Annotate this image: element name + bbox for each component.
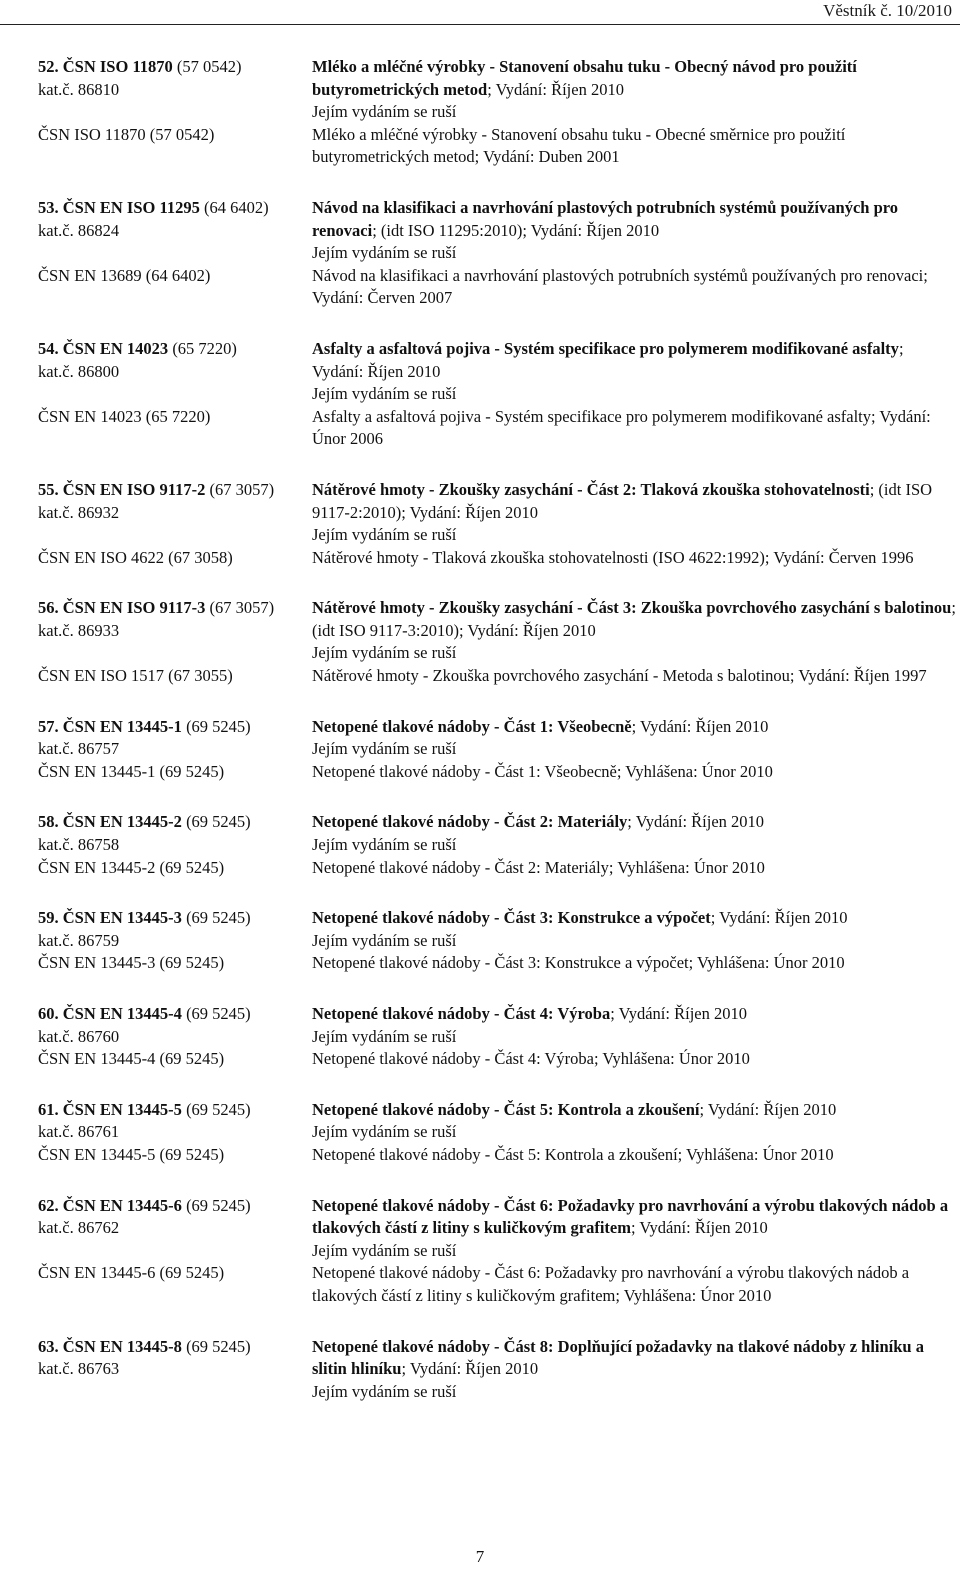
new-standard-class: (69 5245): [186, 908, 251, 928]
cancels-note: Jejím vydáním se ruší: [312, 643, 457, 663]
standard-code-cell: [38, 716, 312, 739]
standard-entry: [38, 811, 956, 879]
new-standard-issue: ; Vydání: Říjen 2010: [627, 812, 765, 832]
catalog-number: kat.č. 86761: [38, 1122, 120, 1142]
cancels-note: Jejím vydáním se ruší: [312, 835, 457, 855]
new-standard-issue: ; (idt ISO 9117-2:2010); Vydání: Říjen 2010: [312, 479, 933, 522]
entry-number: 58.: [38, 812, 59, 832]
new-standard-code: ČSN EN 13445-2: [62, 812, 182, 832]
standard-code-cell: [38, 1003, 312, 1026]
new-standard-description: [312, 1003, 956, 1026]
cancels-note: Jejím vydáním se ruší: [312, 525, 457, 545]
standards-list: [38, 56, 956, 1431]
old-standard-description: Netopené tlakové nádoby - Část 3: Konstrukce a výpočet; Vyhlášena: Únor 2010: [312, 953, 845, 973]
standard-entry: [38, 56, 956, 169]
new-standard-issue: ; Vydání: Říjen 2010: [699, 1099, 837, 1119]
new-standard-class: (69 5245): [186, 1004, 251, 1023]
new-standard-class: (67 3057): [209, 598, 275, 618]
entry-number: 52.: [38, 57, 59, 76]
standard-entry: [38, 1336, 956, 1404]
old-standard-description: Návod na klasifikaci a navrhování plastových potrubních systémů používaných pro renovaci; Vydání: Červen 2007: [312, 265, 928, 308]
header-rule: [0, 24, 960, 25]
new-standard-class: (69 5245): [186, 812, 251, 832]
new-standard-issue: ; Vydání: Říjen 2010: [487, 79, 624, 99]
entry-number: 59.: [38, 908, 59, 928]
old-standard-code: ČSN EN 14023 (65 7220): [38, 406, 211, 426]
new-standard-description: [312, 1195, 956, 1240]
old-standard-description: Nátěrové hmoty - Tlaková zkouška stohovatelnosti (ISO 4622:1992); Vydání: Červen 1996: [312, 547, 914, 567]
catalog-number: kat.č. 86932: [38, 502, 120, 522]
new-standard-issue: ; Vydání: Říjen 2010: [710, 908, 848, 928]
old-standard-code: ČSN EN ISO 4622 (67 3058): [38, 547, 233, 567]
old-standard-description: Netopené tlakové nádoby - Část 4: Výroba; Vyhlášena: Únor 2010: [312, 1049, 750, 1069]
catalog-number: kat.č. 86763: [38, 1359, 120, 1379]
new-standard-class: (57 0542): [176, 57, 242, 76]
new-standard-description: [312, 716, 956, 739]
new-standard-title: Netopené tlakové nádoby - Část 1: Všeobecně: [312, 716, 632, 736]
new-standard-description: [312, 811, 956, 834]
cancels-note: Jejím vydáním se ruší: [312, 1122, 457, 1142]
new-standard-code: ČSN EN 13445-4: [62, 1004, 182, 1023]
catalog-number: kat.č. 86824: [38, 220, 120, 240]
entry-number: 57.: [38, 716, 59, 736]
new-standard-class: (65 7220): [172, 338, 237, 358]
old-standard-description: Netopené tlakové nádoby - Část 1: Všeobecně; Vyhlášena: Únor 2010: [312, 761, 773, 781]
old-standard-code: ČSN EN 13445-4 (69 5245): [38, 1049, 225, 1069]
old-standard-code: ČSN EN 13445-5 (69 5245): [38, 1144, 225, 1164]
old-standard-description: Asfalty a asfaltová pojiva - Systém specifikace pro polymerem modifikované asfalty; Vydání: Únor 2006: [312, 406, 931, 449]
old-standard-code: ČSN ISO 11870 (57 0542): [38, 124, 215, 144]
new-standard-title: Návod na klasifikaci a navrhování plastových potrubních systémů používaných pro renovaci: [312, 197, 899, 240]
new-standard-description: [312, 197, 956, 242]
new-standard-class: (69 5245): [186, 1336, 251, 1356]
standard-entry: [38, 1099, 956, 1167]
cancels-note: Jejím vydáním se ruší: [312, 243, 457, 263]
new-standard-issue: ; (idt ISO 11295:2010); Vydání: Říjen 2010: [372, 220, 660, 240]
journal-header: Věstník č. 10/2010: [823, 1, 952, 20]
new-standard-code: ČSN EN ISO 11295: [62, 197, 200, 217]
catalog-number: kat.č. 86762: [38, 1218, 120, 1238]
new-standard-description: [312, 597, 956, 642]
standard-entry: [38, 479, 956, 569]
cancels-note: Jejím vydáním se ruší: [312, 930, 457, 950]
page-number: 7: [475, 1547, 485, 1566]
catalog-number: kat.č. 86757: [38, 739, 120, 759]
new-standard-description: [312, 479, 956, 524]
new-standard-title: Netopené tlakové nádoby - Část 4: Výroba: [312, 1004, 611, 1023]
old-standard-description: Nátěrové hmoty - Zkouška povrchového zasychání - Metoda s balotinou; Vydání: Říjen 1997: [312, 666, 927, 686]
new-standard-title: Netopené tlakové nádoby - Část 8: Doplňující požadavky na tlakové nádoby z hliníku a slitin hliníku: [312, 1336, 924, 1379]
catalog-number: kat.č. 86933: [38, 620, 120, 640]
new-standard-title: Netopené tlakové nádoby - Část 5: Kontrola a zkoušení: [312, 1099, 700, 1119]
new-standard-class: (69 5245): [186, 1195, 251, 1215]
new-standard-title: Asfalty a asfaltová pojiva - Systém specifikace pro polymerem modifikované asfalty: [312, 338, 899, 358]
catalog-number: kat.č. 86810: [38, 79, 120, 99]
new-standard-issue: ; Vydání: Říjen 2010: [401, 1359, 539, 1379]
old-standard-code: ČSN EN 13689 (64 6402): [38, 265, 211, 285]
cancels-note: Jejím vydáním se ruší: [312, 1381, 457, 1401]
new-standard-class: (69 5245): [186, 1099, 251, 1119]
new-standard-title: Nátěrové hmoty - Zkoušky zasychání - Část 3: Zkouška povrchového zasychání s balotinou: [312, 598, 952, 618]
new-standard-issue: ; Vydání: Říjen 2010: [610, 1004, 747, 1023]
old-standard-code: ČSN EN 13445-3 (69 5245): [38, 953, 225, 973]
new-standard-title: Nátěrové hmoty - Zkoušky zasychání - Část 2: Tlaková zkouška stohovatelnosti: [312, 479, 870, 499]
new-standard-description: [312, 1099, 956, 1122]
catalog-number: kat.č. 86760: [38, 1026, 120, 1046]
new-standard-code: ČSN EN 13445-5: [62, 1099, 182, 1119]
new-standard-issue: ; Vydání: Říjen 2010: [312, 338, 904, 381]
new-standard-code: ČSN EN ISO 9117-3: [62, 598, 206, 618]
new-standard-code: ČSN EN 13445-6: [62, 1195, 182, 1215]
cancels-note: Jejím vydáním se ruší: [312, 1240, 457, 1260]
catalog-number: kat.č. 86758: [38, 835, 120, 855]
entry-number: 60.: [38, 1004, 59, 1023]
old-standard-code: ČSN EN 13445-6 (69 5245): [38, 1263, 225, 1283]
cancels-note: Jejím vydáním se ruší: [312, 739, 457, 759]
old-standard-description: Netopené tlakové nádoby - Část 2: Materiály; Vyhlášena: Únor 2010: [312, 857, 765, 877]
new-standard-issue: ; Vydání: Říjen 2010: [631, 716, 769, 736]
standard-entry: [38, 597, 956, 687]
standard-entry: [38, 907, 956, 975]
entry-number: 56.: [38, 598, 59, 618]
standard-entry: [38, 1003, 956, 1071]
new-standard-class: (69 5245): [186, 716, 251, 736]
entry-number: 62.: [38, 1195, 59, 1215]
old-standard-description: Netopené tlakové nádoby - Část 6: Požadavky pro navrhování a výrobu tlakových nádob a tlakových částí z litiny s kuličkovým grafitem; Vyhlášena: Únor 2010: [312, 1263, 910, 1305]
entry-number: 53.: [38, 197, 59, 217]
old-standard-code: ČSN EN 13445-2 (69 5245): [38, 857, 225, 877]
new-standard-title: Netopené tlakové nádoby - Část 3: Konstrukce a výpočet: [312, 908, 711, 928]
standard-entry: [38, 716, 956, 784]
new-standard-title: Netopené tlakové nádoby - Část 6: Požadavky pro navrhování a výrobu tlakových nádob a tlakových částí z litiny s kuličkovým grafitem: [312, 1195, 949, 1238]
new-standard-code: ČSN EN ISO 9117-2: [62, 479, 206, 499]
catalog-number: kat.č. 86800: [38, 361, 120, 381]
cancels-note: Jejím vydáním se ruší: [312, 102, 457, 122]
new-standard-class: (64 6402): [203, 197, 269, 217]
new-standard-code: ČSN EN 13445-8: [62, 1336, 182, 1356]
new-standard-code: ČSN EN 13445-1: [62, 716, 182, 736]
standard-code-cell: [38, 1099, 312, 1122]
cancels-note: Jejím vydáním se ruší: [312, 384, 457, 404]
entry-number: 55.: [38, 479, 59, 499]
entry-number: 63.: [38, 1336, 59, 1356]
standard-entry: [38, 338, 956, 451]
standard-entry: [38, 197, 956, 310]
new-standard-issue: ; (idt ISO 9117-3:2010); Vydání: Říjen 2010: [312, 598, 956, 640]
standard-entry: [38, 1195, 956, 1308]
old-standard-code: ČSN EN ISO 1517 (67 3055): [38, 666, 233, 686]
new-standard-description: [312, 56, 956, 101]
catalog-number: kat.č. 86759: [38, 930, 120, 950]
cancels-note: Jejím vydáním se ruší: [312, 1026, 457, 1046]
new-standard-code: ČSN EN 13445-3: [62, 908, 182, 928]
new-standard-title: Netopené tlakové nádoby - Část 2: Materiály: [312, 812, 628, 832]
new-standard-title: Mléko a mléčné výrobky - Stanovení obsahu tuku - Obecný návod pro použití butyrometrických metod: [312, 57, 857, 99]
old-standard-code: ČSN EN 13445-1 (69 5245): [38, 761, 225, 781]
new-standard-code: ČSN EN 14023: [62, 338, 169, 358]
standard-code-cell: [38, 811, 312, 834]
entry-number: 61.: [38, 1099, 59, 1119]
new-standard-description: [312, 338, 956, 383]
new-standard-class: (67 3057): [209, 479, 275, 499]
standard-code-cell: [38, 907, 312, 930]
new-standard-code: ČSN ISO 11870: [62, 57, 173, 76]
old-standard-description: Netopené tlakové nádoby - Část 5: Kontrola a zkoušení; Vyhlášena: Únor 2010: [312, 1144, 834, 1164]
entry-number: 54.: [38, 338, 59, 358]
new-standard-description: [312, 1336, 956, 1381]
new-standard-description: [312, 907, 956, 930]
old-standard-description: Mléko a mléčné výrobky - Stanovení obsahu tuku - Obecné směrnice pro použití butyrometrických metod; Vydání: Duben 2001: [312, 124, 846, 167]
new-standard-issue: ; Vydání: Říjen 2010: [630, 1218, 768, 1238]
